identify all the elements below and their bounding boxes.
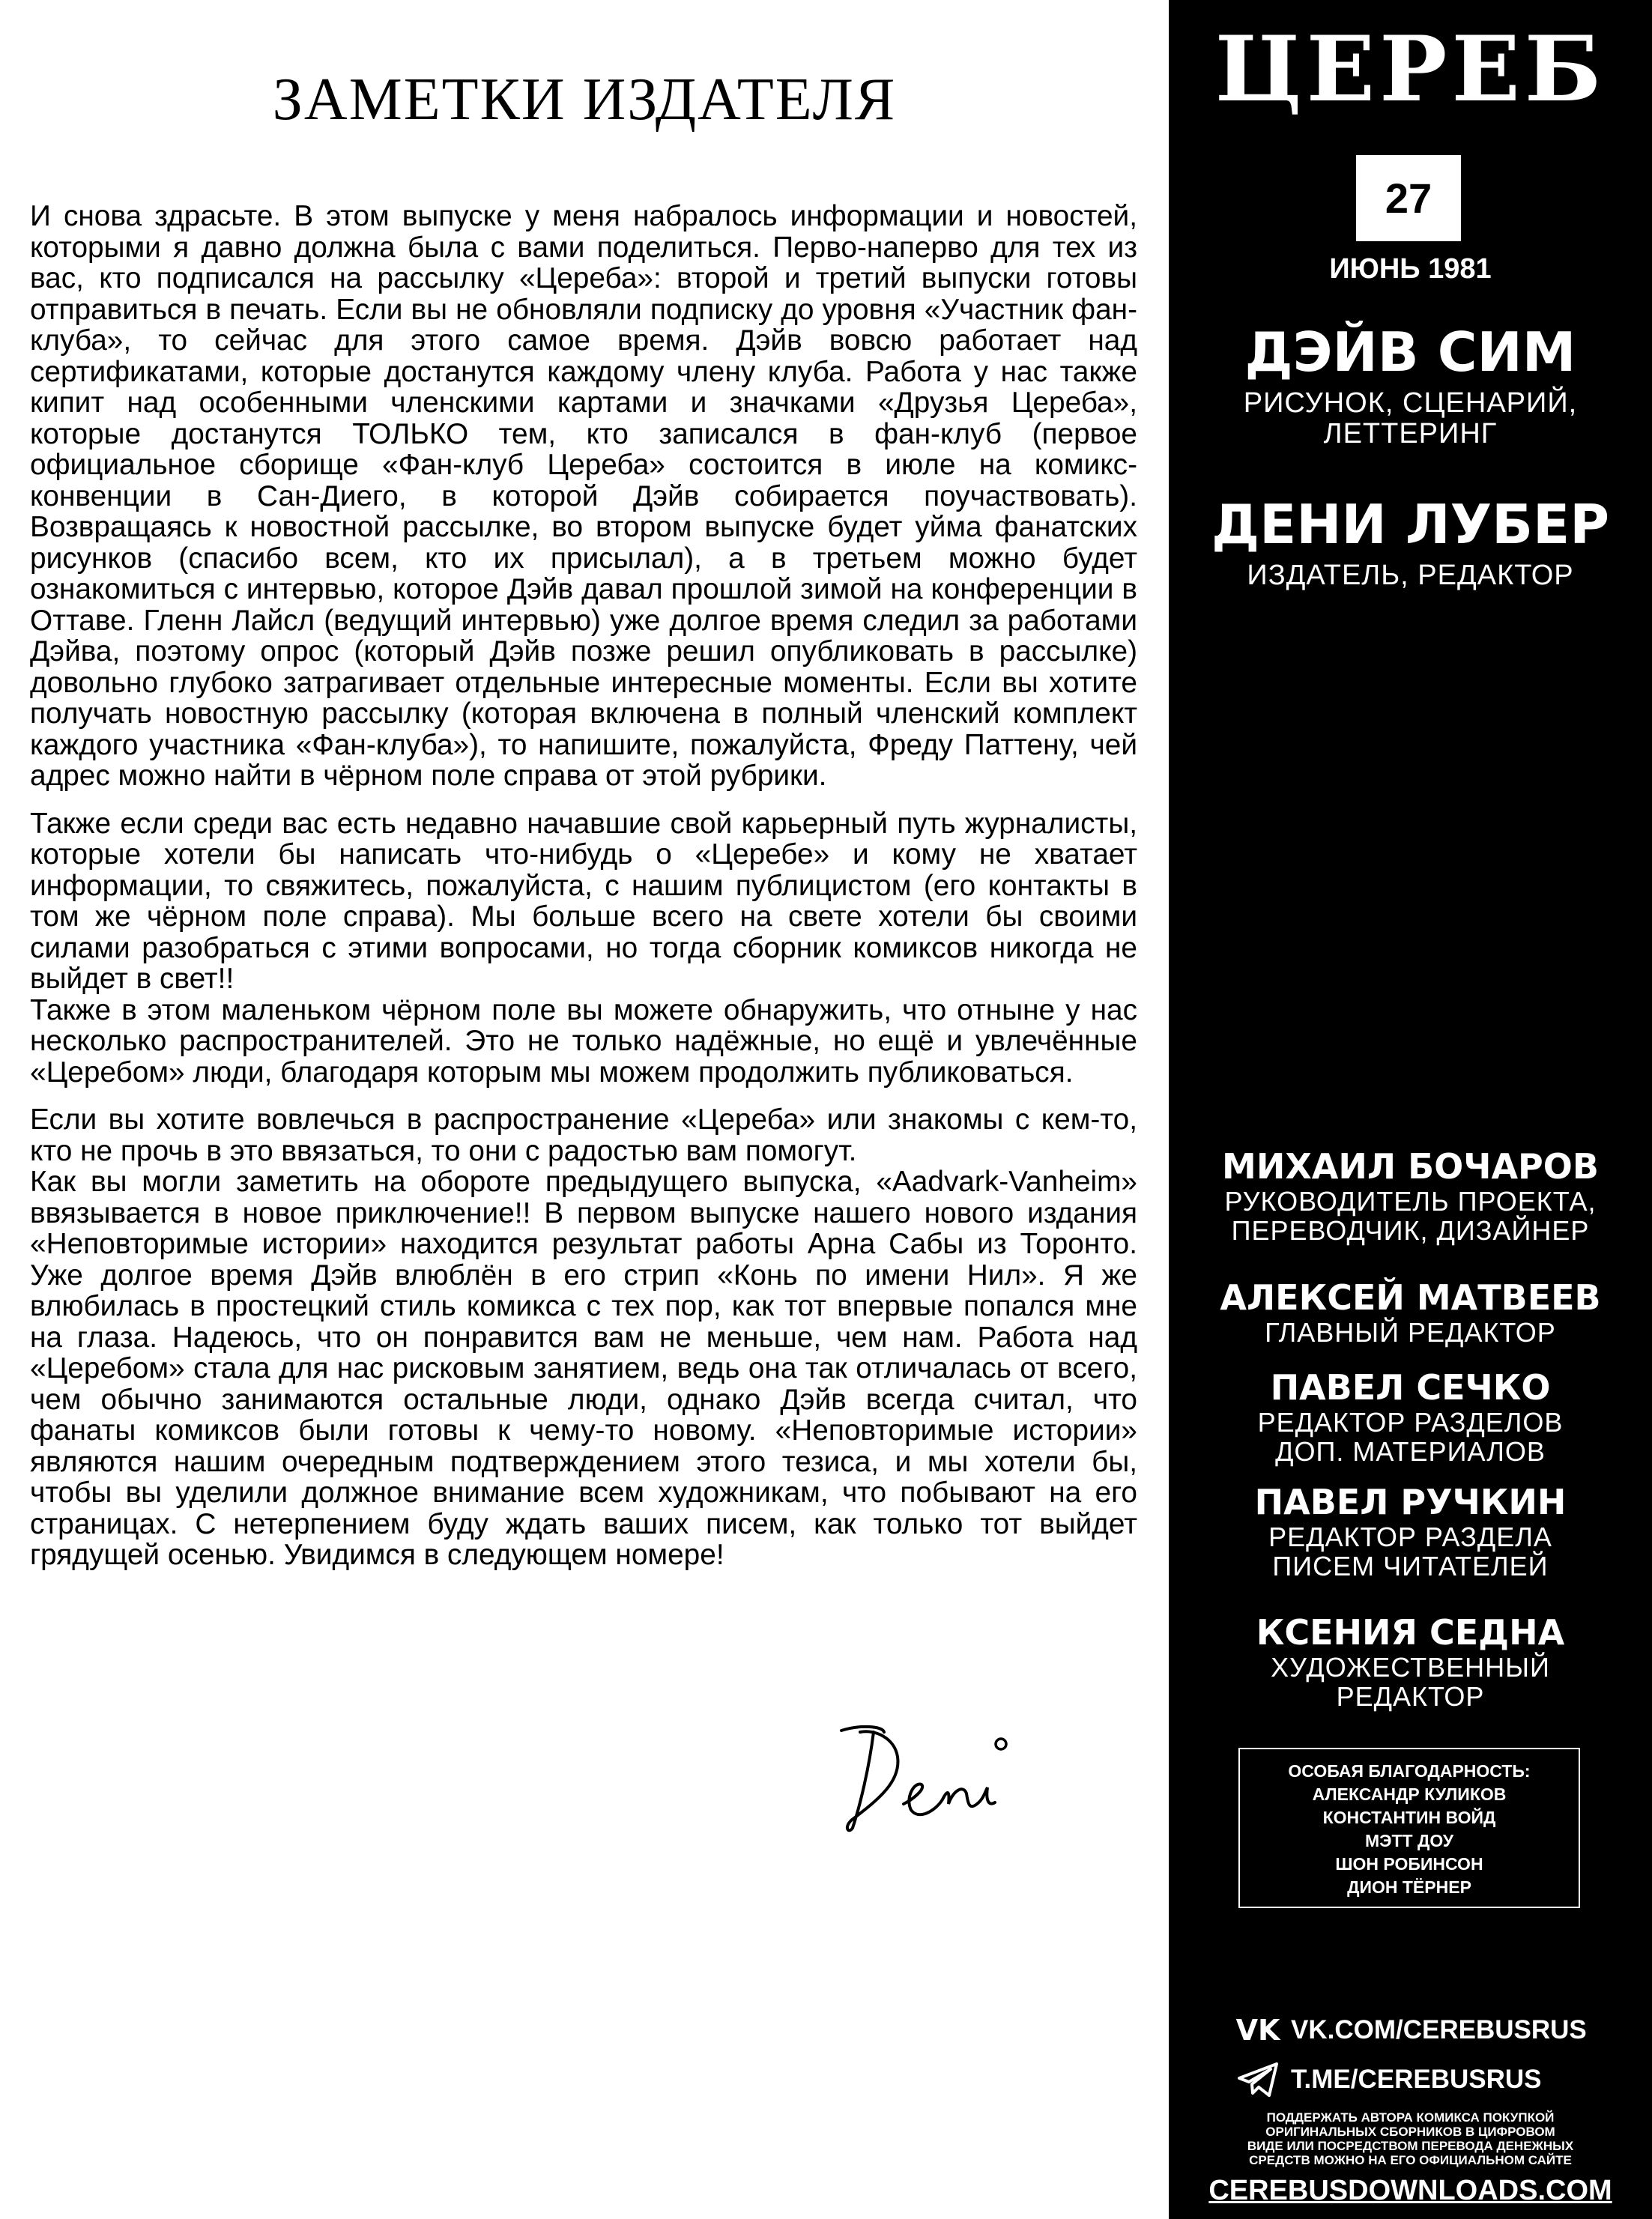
special-thanks-name: ДИОН ТЁРНЕР: [1347, 1877, 1471, 1897]
support-note-line: ПОДДЕРЖАТЬ АВТОРА КОМИКСА ПОКУПКОЙ: [1266, 2110, 1555, 2125]
team-member: [1169, 1612, 1652, 1711]
team-member-role: РУКОВОДИТЕЛЬ ПРОЕКТА,: [1224, 1186, 1597, 1217]
telegram-link[interactable]: [1232, 2062, 1541, 2098]
cerebus-logo: ЦЕРЕБ: [1214, 16, 1606, 122]
special-thanks-heading: ОСОБАЯ БЛАГОДАРНОСТЬ:: [1288, 1761, 1531, 1781]
credit-role: РИСУНОК, СЦЕНАРИЙ,: [1243, 387, 1578, 419]
credit-role: ЛЕТТЕРИНГ: [1323, 418, 1498, 449]
article-paragraph: Если вы хотите вовлечься в распространение «Цереба» или знакомы с кем-то, кто не прочь в это ввязаться, то они с радостью вам помогут.: [30, 1104, 1137, 1167]
issue-date: ИЮНЬ 1981: [1329, 253, 1492, 285]
issue-number-badge: 27: [1356, 155, 1461, 241]
credit-name: ДЭЙВ СИМ: [1244, 321, 1576, 384]
special-thanks-name: МЭТТ ДОУ: [1364, 1831, 1454, 1850]
svg-text:VK: VK: [1235, 2016, 1280, 2044]
support-note: [1199, 2110, 1622, 2167]
team-member: [1169, 1146, 1652, 1245]
credit-role: ИЗДАТЕЛЬ, РЕДАКТОР: [1247, 560, 1574, 591]
team-member-name: АЛЕКСЕЙ МАТВЕЕВ: [1220, 1277, 1601, 1318]
article-body: [30, 201, 1137, 1587]
team-member-name: ПАВЕЛ СЕЧКО: [1270, 1367, 1551, 1408]
official-site-link[interactable]: CEREBUSDOWNLOADS.COM: [1208, 2175, 1612, 2206]
team-member-role: РЕДАКТОР РАЗДЕЛА: [1268, 1522, 1552, 1552]
team-member-role: ПИСЕМ ЧИТАТЕЛЕЙ: [1272, 1551, 1549, 1581]
article-paragraph: И снова здрасьте. В этом выпуске у меня набралось информации и новостей, которыми я давно должна была с вами поделиться. Перво-наперво для тех из вас, кто подписался на рассылку «Цереба»: второй и третий выпуски готовы отправиться в печать. Если вы не обновляли подписку до уровня «Участник фан-клуба», то сейчас для этого самое время. Дэйв вовсю работает над сертификатами, которые достанутся каждому члену клуба. Работа у нас также кипит над особенными членскими картами и значками «Друзья Цереба», которые достанутся ТОЛЬКО тем, кто записался в фан-клуб (первое официальное сборище «Фан-клуб Цереба» состоится в июле на комикс-конвенции в Сан-Диего, в которой Дэйв собирается поучаствовать). Возвращаясь к новостной рассылке, во втором выпуске будет уйма фанатских рисунков (спасибо всем, кто их присылал), а в третьем можно будет ознакомиться с интервью, которое Дэйв давал прошлой зимой на конференции в Оттаве. Гленн Лайсл (ведущий интервью) уже долгое время следил за работами Дэйва, поэтому опрос (который Дэйв позже решил опубликовать в рассылке) довольно глубоко затрагивает отдельные интересные моменты. Если вы хотите получать новостную рассылку (которая включена в полный членский комплект каждого участника «Фан-клуба»), то напишите, пожалуйста, Фреду Паттену, чей адрес можно найти в чёрном поле справа от этой рубрики.: [30, 200, 1137, 792]
vk-link-text: VK.COM/CEREBUSRUS: [1291, 2015, 1587, 2044]
special-thanks-name: ШОН РОБИНСОН: [1335, 1854, 1483, 1874]
special-thanks-box: [1238, 1748, 1580, 1908]
article-paragraph: Также если среди вас есть недавно начавшие свой карьерный путь журналисты, которые хотели бы написать что-нибудь о «Церебе» и кому не хватает информации, то свяжитесь, пожалуйста, с нашим публицистом (его контакты в том же чёрном поле справа). Мы больше всего на свете хотели бы своими силами разобраться с этими вопросами, но тогда сборник комиксов никогда не выйдет в свет!!: [30, 807, 1137, 995]
team-member-role: ХУДОЖЕСТВЕННЫЙ: [1271, 1652, 1550, 1683]
article-paragraph: Как вы могли заметить на обороте предыдущего выпуска, «Aadvark-Vanheim» ввязывается в новое приключение!! В первом выпуске нашего нового издания «Неповторимые истории» находится результат работы Арна Сабы из Торонто. Уже долгое время Дэйв влюблён в его стрип «Конь по имени Нил». Я же влюбилась в простецкий стиль комикса с тех пор, как тот впервые попался мне на глаза. Надеюсь, что он понравится вам не меньше, чем нам. Работа над «Церебом» стала для нас рисковым занятием, ведь она так отличалась от всего, чем обычно занимаются остальные люди, однако Дэйв всегда считал, что фанаты комиксов были готовы к чему-то новому. «Неповторимые истории» являются нашим очередным подтверждением этого тезиса, и мы хотели бы, чтобы вы уделили должное внимание всем художникам, что побывают на его страницах. С нетерпением буду ждать ваших писем, как только тот выйдет грядущей осенью. Увидимся в следующем номере!: [30, 1166, 1137, 1571]
credit-name: ДЕНИ ЛУБЕР: [1211, 493, 1610, 556]
special-thanks-name: КОНСТАНТИН ВОЙД: [1322, 1808, 1496, 1827]
team-member-role: ГЛАВНЫЙ РЕДАКТОР: [1265, 1317, 1556, 1348]
credit-author: [1169, 322, 1652, 449]
team-member-role: ПЕРЕВОДЧИК, ДИЗАЙНЕР: [1231, 1215, 1590, 1246]
vk-icon: [1232, 2016, 1283, 2044]
telegram-link-text: T.ME/CEREBUSRUS: [1291, 2065, 1542, 2094]
support-note-line: ОРИГИНАЛЬНЫХ СБОРНИКОВ В ЦИФРОВОМ: [1265, 2125, 1555, 2139]
team-member: [1169, 1277, 1652, 1347]
telegram-icon: [1232, 2062, 1283, 2098]
team-member: [1169, 1367, 1652, 1466]
team-member-name: МИХАИЛ БОЧАРОВ: [1222, 1146, 1599, 1187]
support-note-line: ВИДЕ ИЛИ ПОСРЕДСТВОМ ПЕРЕВОДА ДЕНЕЖНЫХ: [1247, 2139, 1574, 2153]
page-title: ЗАМЕТКИ ИЗДАТЕЛЯ: [272, 67, 897, 133]
support-note-line: СРЕДСТВ МОЖНО НА ЕГО ОФИЦИАЛЬНОМ САЙТЕ: [1249, 2153, 1572, 2167]
vk-link[interactable]: [1232, 2015, 1587, 2045]
signature-deni: [830, 1716, 1047, 1835]
team-member-role: ДОП. МАТЕРИАЛОВ: [1275, 1436, 1546, 1467]
team-member-name: ПАВЕЛ РУЧКИН: [1254, 1482, 1567, 1522]
team-member: [1169, 1482, 1652, 1581]
article-paragraph: Также в этом маленьком чёрном поле вы можете обнаружить, что отныне у нас несколько распространителей. Это не только надёжные, но ещё и увлечённые «Церебом» люди, благодаря которым мы можем продолжить публиковаться.: [30, 993, 1137, 1089]
credit-publisher: [1169, 494, 1652, 591]
team-member-role: РЕДАКТОР РАЗДЕЛОВ: [1257, 1407, 1564, 1438]
special-thanks-name: АЛЕКСАНДР КУЛИКОВ: [1312, 1784, 1507, 1804]
team-member-role: РЕДАКТОР: [1336, 1681, 1485, 1712]
team-member-name: КСЕНИЯ СЕДНА: [1256, 1612, 1565, 1653]
credits-sidebar: [1169, 0, 1652, 2219]
